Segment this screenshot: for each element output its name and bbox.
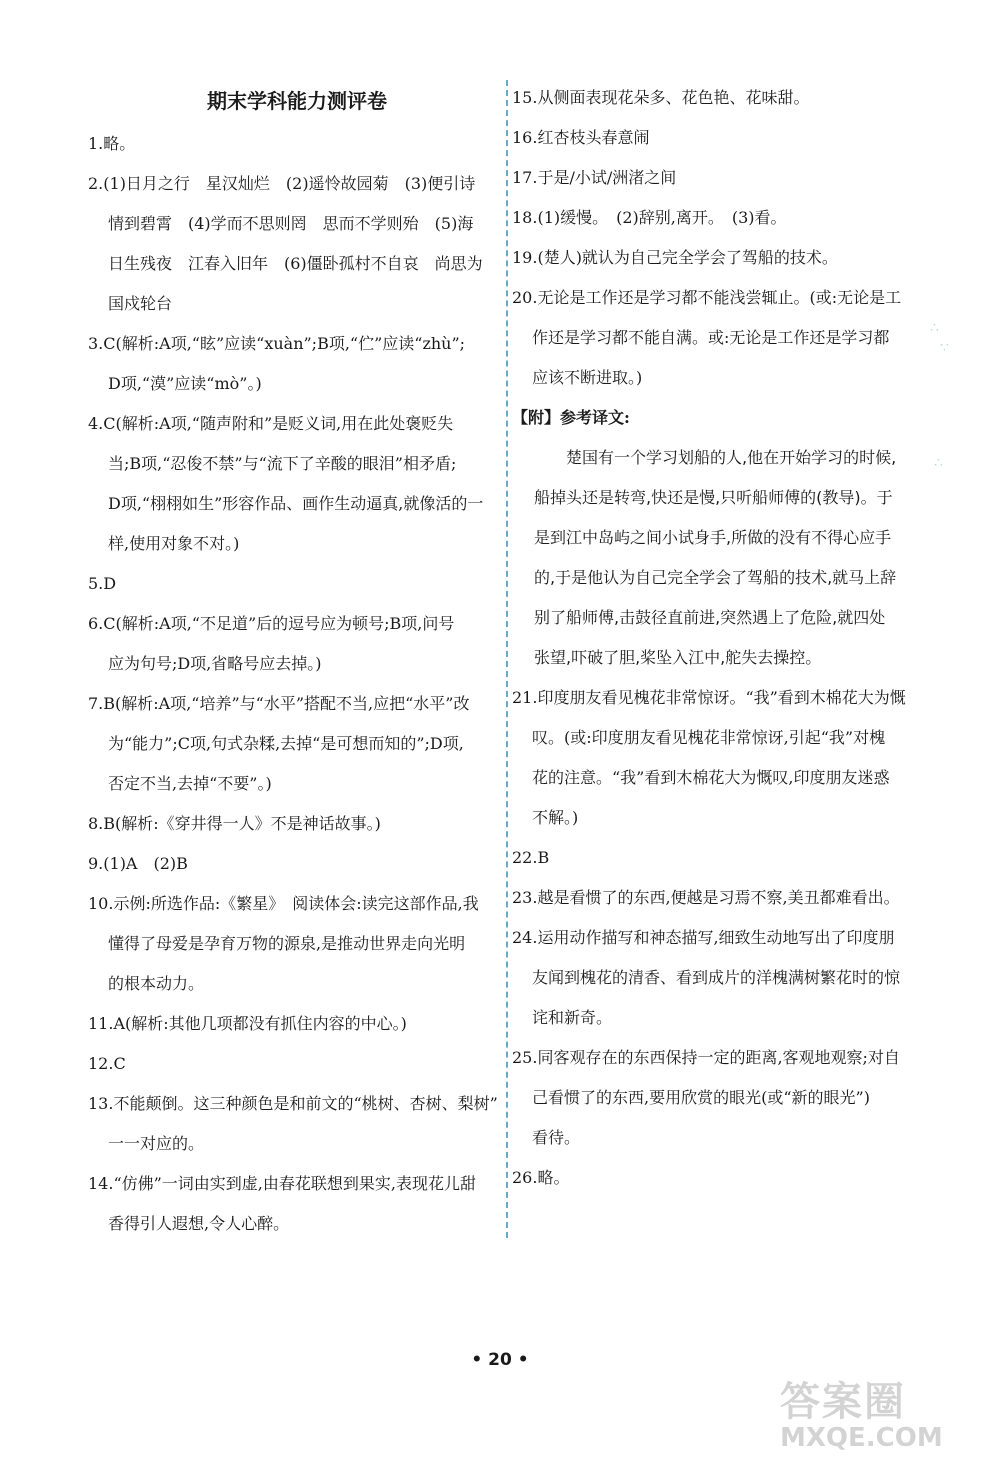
answer-line: 诧和新奇。 xyxy=(532,1008,613,1027)
answer-item xyxy=(88,884,506,1004)
left-column xyxy=(88,78,506,1244)
answer-item xyxy=(512,158,928,198)
answer-line: 日生残夜 江春入旧年 (6)僵卧孤村不自哀 尚思为 xyxy=(108,254,483,273)
translation-line: 船掉头还是转弯,快还是慢,只听船师傅的(教导)。于 xyxy=(534,488,893,507)
translation-line: 张望,吓破了胆,桨坠入江中,舵失去操控。 xyxy=(534,648,822,667)
answer-line: 友闻到槐花的清香、看到成片的洋槐满树繁花时的惊 xyxy=(532,968,901,987)
answer-line: 懂得了母爱是孕育万物的源泉,是推动世界走向光明 xyxy=(108,934,466,953)
answer-line: 3.C(解析:A项,“眩”应读“xuàn”;B项,“伫”应读“zhù”; xyxy=(88,334,466,353)
answer-line: 17.于是/小试/洲渚之间 xyxy=(512,168,677,187)
answer-line: 26.略。 xyxy=(512,1168,570,1187)
watermark-logo xyxy=(780,1370,990,1455)
answer-item xyxy=(512,1158,928,1198)
answer-line: 9.(1)A (2)B xyxy=(88,854,188,873)
answer-line: D项,“漠”应读“mò”。) xyxy=(108,374,262,393)
answer-line: 叹。(或:印度朋友看见槐花非常惊讶,引起“我”对槐 xyxy=(532,728,886,747)
answer-line: 23.越是看惯了的东西,便越是习焉不察,美丑都难看出。 xyxy=(512,888,900,907)
answer-item xyxy=(88,1084,506,1164)
answer-item xyxy=(512,278,928,398)
scan-speck: ∴ xyxy=(934,455,943,471)
page-number: • 20 • xyxy=(471,1350,529,1370)
answer-line: 国戍轮台 xyxy=(108,294,173,313)
answer-line: 12.C xyxy=(88,1054,126,1073)
scan-speck: ∵ xyxy=(940,340,949,356)
translation-line: 的,于是他认为自己完全学会了驾船的技术,就马上辞 xyxy=(534,568,897,587)
translation-line: 是到江中岛屿之间小试身手,所做的没有不得心应手 xyxy=(534,528,892,547)
answer-item xyxy=(512,198,928,238)
answer-line: 己看惯了的东西,要用欣赏的眼光(或“新的眼光”) xyxy=(532,1088,870,1107)
answer-line: 应该不断进取。) xyxy=(532,368,643,387)
answer-line: 4.C(解析:A项,“随声附和”是贬义词,用在此处褒贬失 xyxy=(88,414,454,433)
answer-line: 22.B xyxy=(512,848,550,867)
answer-line: 24.运用动作描写和神态描写,细致生动地写出了印度朋 xyxy=(512,928,895,947)
answer-item xyxy=(512,1038,928,1158)
page-title: 期末学科能力测评卷 xyxy=(207,89,387,113)
reference-translation xyxy=(512,438,928,678)
answer-line: 不解。) xyxy=(532,808,579,827)
answer-item xyxy=(512,238,928,278)
answer-line: 25.同客观存在的东西保持一定的距离,客观地观察;对自 xyxy=(512,1048,900,1067)
answer-line: 2.(1)日月之行 星汉灿烂 (2)遥怜故园菊 (3)便引诗 xyxy=(88,174,476,193)
answer-line: 作还是学习都不能自满。或:无论是工作还是学习都 xyxy=(532,328,890,347)
answer-line: 情到碧霄 (4)学而不思则罔 思而不学则殆 (5)海 xyxy=(108,214,474,233)
answer-line: 19.(楚人)就认为自己完全学会了驾船的技术。 xyxy=(512,248,838,267)
answer-item xyxy=(88,844,506,884)
appendix-heading: 【附】参考译文: xyxy=(512,408,630,427)
watermark-site: MXQE.COM xyxy=(780,1423,943,1453)
answer-line: 为“能力”;C项,句式杂糅,去掉“是可想而知的”;D项, xyxy=(108,734,464,753)
answer-item xyxy=(512,878,928,918)
answer-line: 5.D xyxy=(88,574,117,593)
answer-line: 的根本动力。 xyxy=(108,974,205,993)
translation-line: 别了船师傅,击鼓径直前进,突然遇上了危险,就四处 xyxy=(534,608,886,627)
answer-item xyxy=(88,564,506,604)
answer-line: 香得引人遐想,令人心醉。 xyxy=(108,1214,290,1233)
answer-item xyxy=(88,1004,506,1044)
column-divider xyxy=(506,80,508,1238)
answer-item xyxy=(88,164,506,324)
answer-item xyxy=(88,684,506,804)
answer-line: 看待。 xyxy=(532,1128,581,1147)
answer-line: 7.B(解析:A项,“培养”与“水平”搭配不当,应把“水平”改 xyxy=(88,694,470,713)
answer-line: 21.印度朋友看见槐花非常惊讶。“我”看到木棉花大为慨 xyxy=(512,688,906,707)
answer-line: 8.B(解析:《穿井得一人》不是神话故事。) xyxy=(88,814,381,833)
right-answer-list-b xyxy=(512,678,928,1198)
answer-line: 当;B项,“忍俊不禁”与“流下了辛酸的眼泪”相矛盾; xyxy=(108,454,457,473)
answer-item xyxy=(88,1164,506,1244)
answer-line: 16.红杏枝头春意闹 xyxy=(512,128,650,147)
answer-line: 6.C(解析:A项,“不足道”后的逗号应为顿号;B项,问号 xyxy=(88,614,455,633)
answer-item xyxy=(512,838,928,878)
answer-line: 一一对应的。 xyxy=(108,1134,205,1153)
answer-item xyxy=(512,918,928,1038)
answer-line: 13.不能颠倒。这三种颜色是和前文的“桃树、杏树、梨树” xyxy=(88,1094,498,1113)
answer-item xyxy=(88,1044,506,1084)
answer-item xyxy=(88,604,506,684)
answer-line: 1.略。 xyxy=(88,134,136,153)
answer-item xyxy=(88,804,506,844)
answer-line: 15.从侧面表现花朵多、花色艳、花味甜。 xyxy=(512,88,810,107)
answer-item xyxy=(512,678,928,838)
answer-line: D项,“栩栩如生”形容作品、画作生动逼真,就像活的一 xyxy=(108,494,484,513)
answer-item xyxy=(88,124,506,164)
answer-line: 11.A(解析:其他几项都没有抓住内容的中心。) xyxy=(88,1014,407,1033)
answer-item xyxy=(88,404,506,564)
answer-line: 20.无论是工作还是学习都不能浅尝辄止。(或:无论是工 xyxy=(512,288,902,307)
right-column xyxy=(512,78,928,1198)
right-answer-list-a xyxy=(512,78,928,398)
answer-line: 14.“仿佛”一词由实到虚,由春花联想到果实,表现花儿甜 xyxy=(88,1174,476,1193)
answer-item xyxy=(512,118,928,158)
answer-line: 应为句号;D项,省略号应去掉。) xyxy=(108,654,322,673)
watermark-title: 答案圈 xyxy=(780,1379,906,1425)
left-answer-list xyxy=(88,124,506,1244)
translation-line: 楚国有一个学习划船的人,他在开始学习的时候, xyxy=(566,448,897,467)
answer-line: 样,使用对象不对。) xyxy=(108,534,240,553)
answer-line: 10.示例:所选作品:《繁星》 阅读体会:读完这部作品,我 xyxy=(88,894,479,913)
answer-item xyxy=(88,324,506,404)
scan-speck: ∴ xyxy=(930,320,939,336)
answer-line: 否定不当,去掉“不要”。) xyxy=(108,774,272,793)
answer-item xyxy=(512,78,928,118)
answer-line: 18.(1)缓慢。 (2)辞别,离开。 (3)看。 xyxy=(512,208,787,227)
answer-line: 花的注意。“我”看到木棉花大为慨叹,印度朋友迷惑 xyxy=(532,768,890,787)
